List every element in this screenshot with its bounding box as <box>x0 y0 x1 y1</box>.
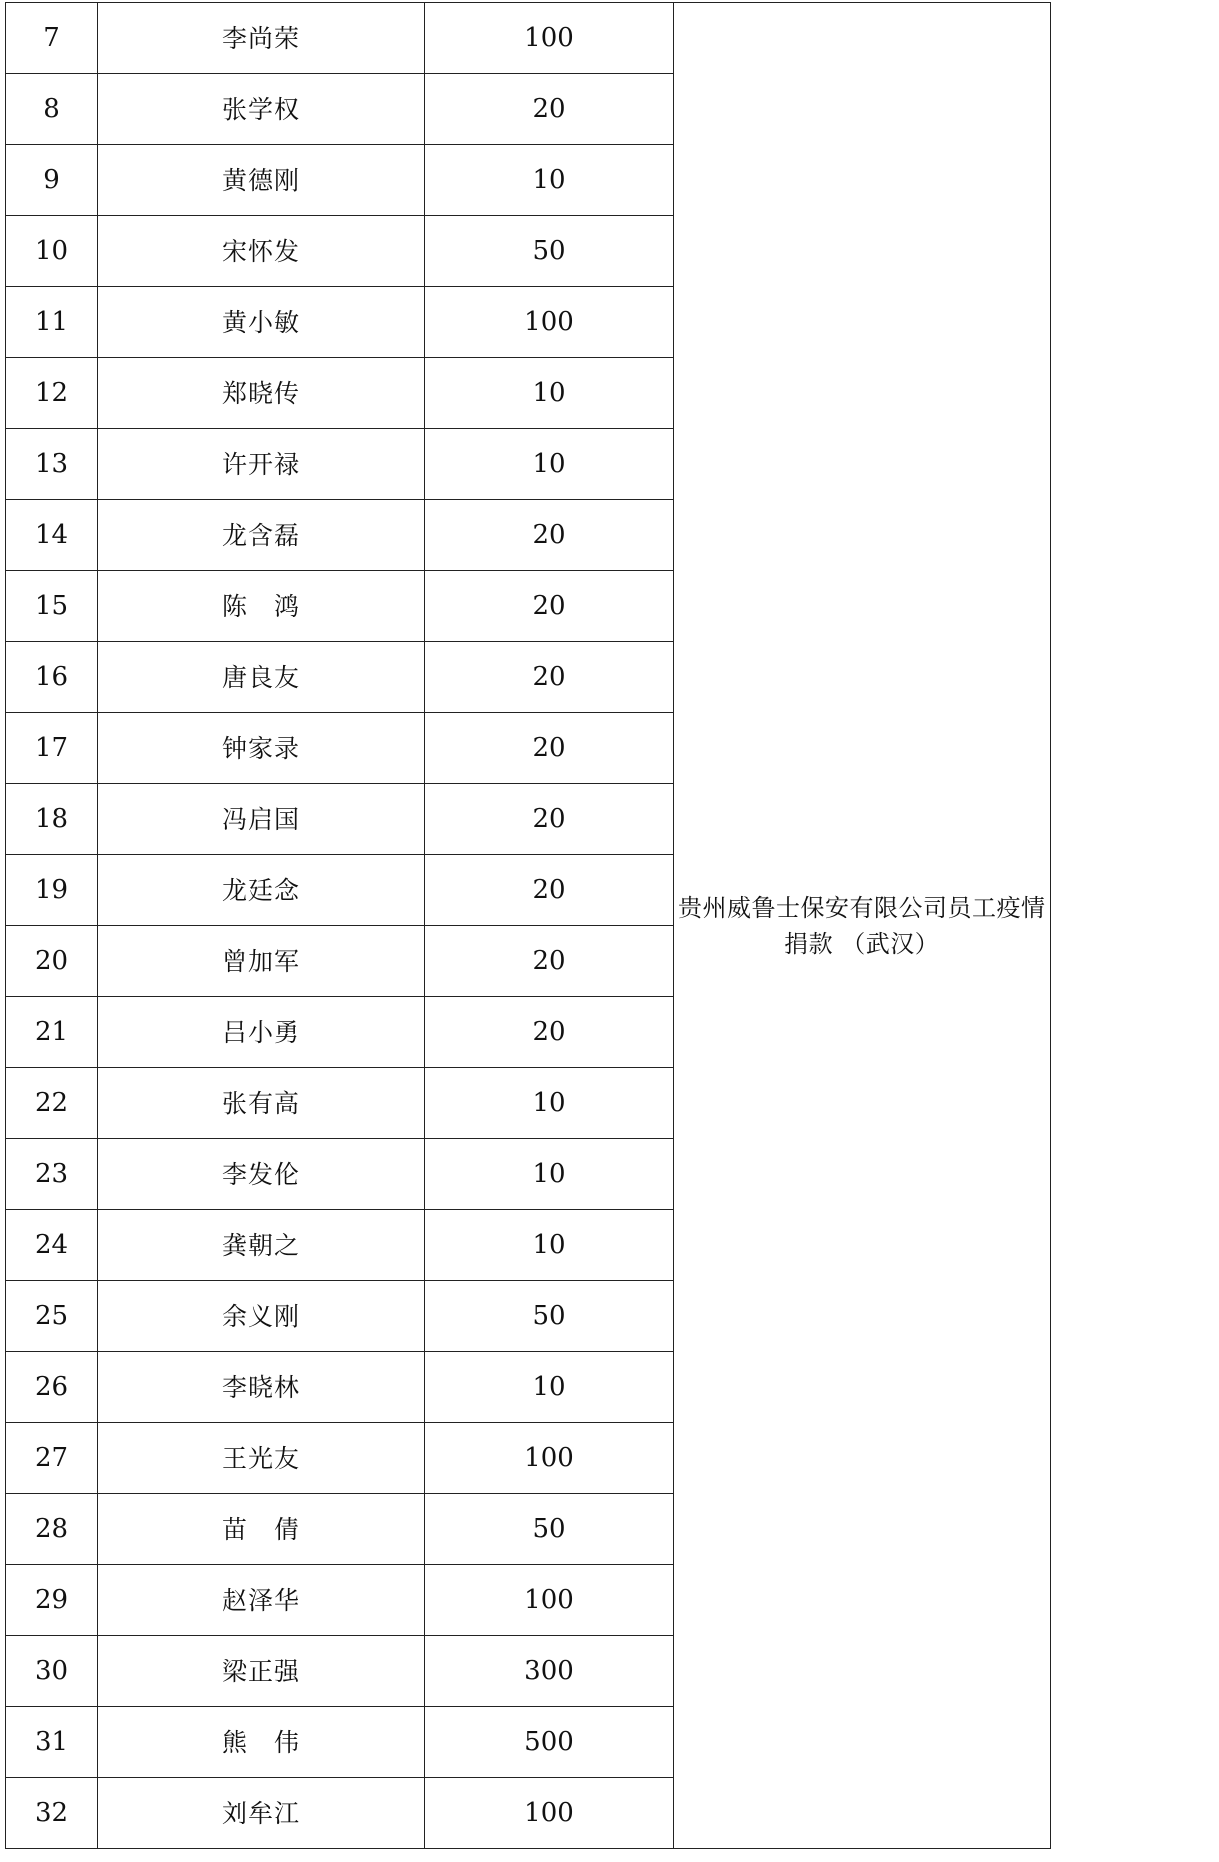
row-number: 22 <box>6 1068 98 1139</box>
row-number: 15 <box>6 571 98 642</box>
donation-amount: 300 <box>425 1636 674 1707</box>
row-number: 31 <box>6 1707 98 1778</box>
donation-amount: 50 <box>425 1494 674 1565</box>
donation-amount: 100 <box>425 1565 674 1636</box>
donor-name: 刘牟江 <box>98 1778 425 1849</box>
donation-amount: 20 <box>425 571 674 642</box>
donor-name: 赵泽华 <box>98 1565 425 1636</box>
row-number: 10 <box>6 216 98 287</box>
row-number: 24 <box>6 1210 98 1281</box>
donation-amount: 20 <box>425 713 674 784</box>
row-number: 21 <box>6 997 98 1068</box>
donor-name: 曾加军 <box>98 926 425 997</box>
donor-name: 唐良友 <box>98 642 425 713</box>
row-number: 17 <box>6 713 98 784</box>
donor-name: 余义刚 <box>98 1281 425 1352</box>
donor-name: 钟家录 <box>98 713 425 784</box>
row-number: 26 <box>6 1352 98 1423</box>
row-number: 25 <box>6 1281 98 1352</box>
row-number: 20 <box>6 926 98 997</box>
donation-amount: 100 <box>425 287 674 358</box>
donation-amount: 50 <box>425 1281 674 1352</box>
donor-name: 宋怀发 <box>98 216 425 287</box>
donation-amount: 10 <box>425 1352 674 1423</box>
donor-name: 许开禄 <box>98 429 425 500</box>
donation-amount: 20 <box>425 997 674 1068</box>
row-number: 29 <box>6 1565 98 1636</box>
row-number: 32 <box>6 1778 98 1849</box>
donation-amount: 20 <box>425 855 674 926</box>
donor-name: 李尚荣 <box>98 3 425 74</box>
donor-name: 王光友 <box>98 1423 425 1494</box>
donor-name: 李发伦 <box>98 1139 425 1210</box>
donation-amount: 20 <box>425 74 674 145</box>
donor-name: 张学权 <box>98 74 425 145</box>
donor-name: 梁正强 <box>98 1636 425 1707</box>
donor-name: 黄德刚 <box>98 145 425 216</box>
row-number: 7 <box>6 3 98 74</box>
donation-amount: 500 <box>425 1707 674 1778</box>
donor-name: 龚朝之 <box>98 1210 425 1281</box>
remarks-cell <box>674 3 1051 1849</box>
donor-name: 陈 鸿 <box>98 571 425 642</box>
row-number: 27 <box>6 1423 98 1494</box>
row-number: 8 <box>6 74 98 145</box>
row-number: 23 <box>6 1139 98 1210</box>
donation-amount: 10 <box>425 1068 674 1139</box>
donor-name: 张有高 <box>98 1068 425 1139</box>
row-number: 9 <box>6 145 98 216</box>
donation-amount: 10 <box>425 1139 674 1210</box>
row-number: 12 <box>6 358 98 429</box>
donor-name: 熊 伟 <box>98 1707 425 1778</box>
donor-name: 郑晓传 <box>98 358 425 429</box>
donation-table <box>5 2 1051 1849</box>
donation-amount: 20 <box>425 784 674 855</box>
donation-table-body <box>6 3 1051 1849</box>
donation-amount: 100 <box>425 1423 674 1494</box>
row-number: 18 <box>6 784 98 855</box>
row-number: 28 <box>6 1494 98 1565</box>
donor-name: 龙廷念 <box>98 855 425 926</box>
donor-name: 李晓林 <box>98 1352 425 1423</box>
table-row <box>6 3 1051 74</box>
row-number: 30 <box>6 1636 98 1707</box>
donation-amount: 10 <box>425 358 674 429</box>
donation-amount: 50 <box>425 216 674 287</box>
donor-name: 冯启国 <box>98 784 425 855</box>
donation-amount: 100 <box>425 1778 674 1849</box>
donor-name: 黄小敏 <box>98 287 425 358</box>
donation-amount: 20 <box>425 500 674 571</box>
donation-amount: 100 <box>425 3 674 74</box>
donation-amount: 20 <box>425 926 674 997</box>
donor-name: 苗 倩 <box>98 1494 425 1565</box>
row-number: 11 <box>6 287 98 358</box>
row-number: 16 <box>6 642 98 713</box>
remarks-line-1: 贵州威鲁士保安有限公司员工疫情 <box>678 893 1046 922</box>
donor-name: 吕小勇 <box>98 997 425 1068</box>
donation-amount: 20 <box>425 642 674 713</box>
donation-amount: 10 <box>425 429 674 500</box>
row-number: 14 <box>6 500 98 571</box>
row-number: 13 <box>6 429 98 500</box>
donation-amount: 10 <box>425 1210 674 1281</box>
remarks-line-2: 捐款 （武汉） <box>784 929 940 958</box>
row-number: 19 <box>6 855 98 926</box>
donation-amount: 10 <box>425 145 674 216</box>
donor-name: 龙含磊 <box>98 500 425 571</box>
